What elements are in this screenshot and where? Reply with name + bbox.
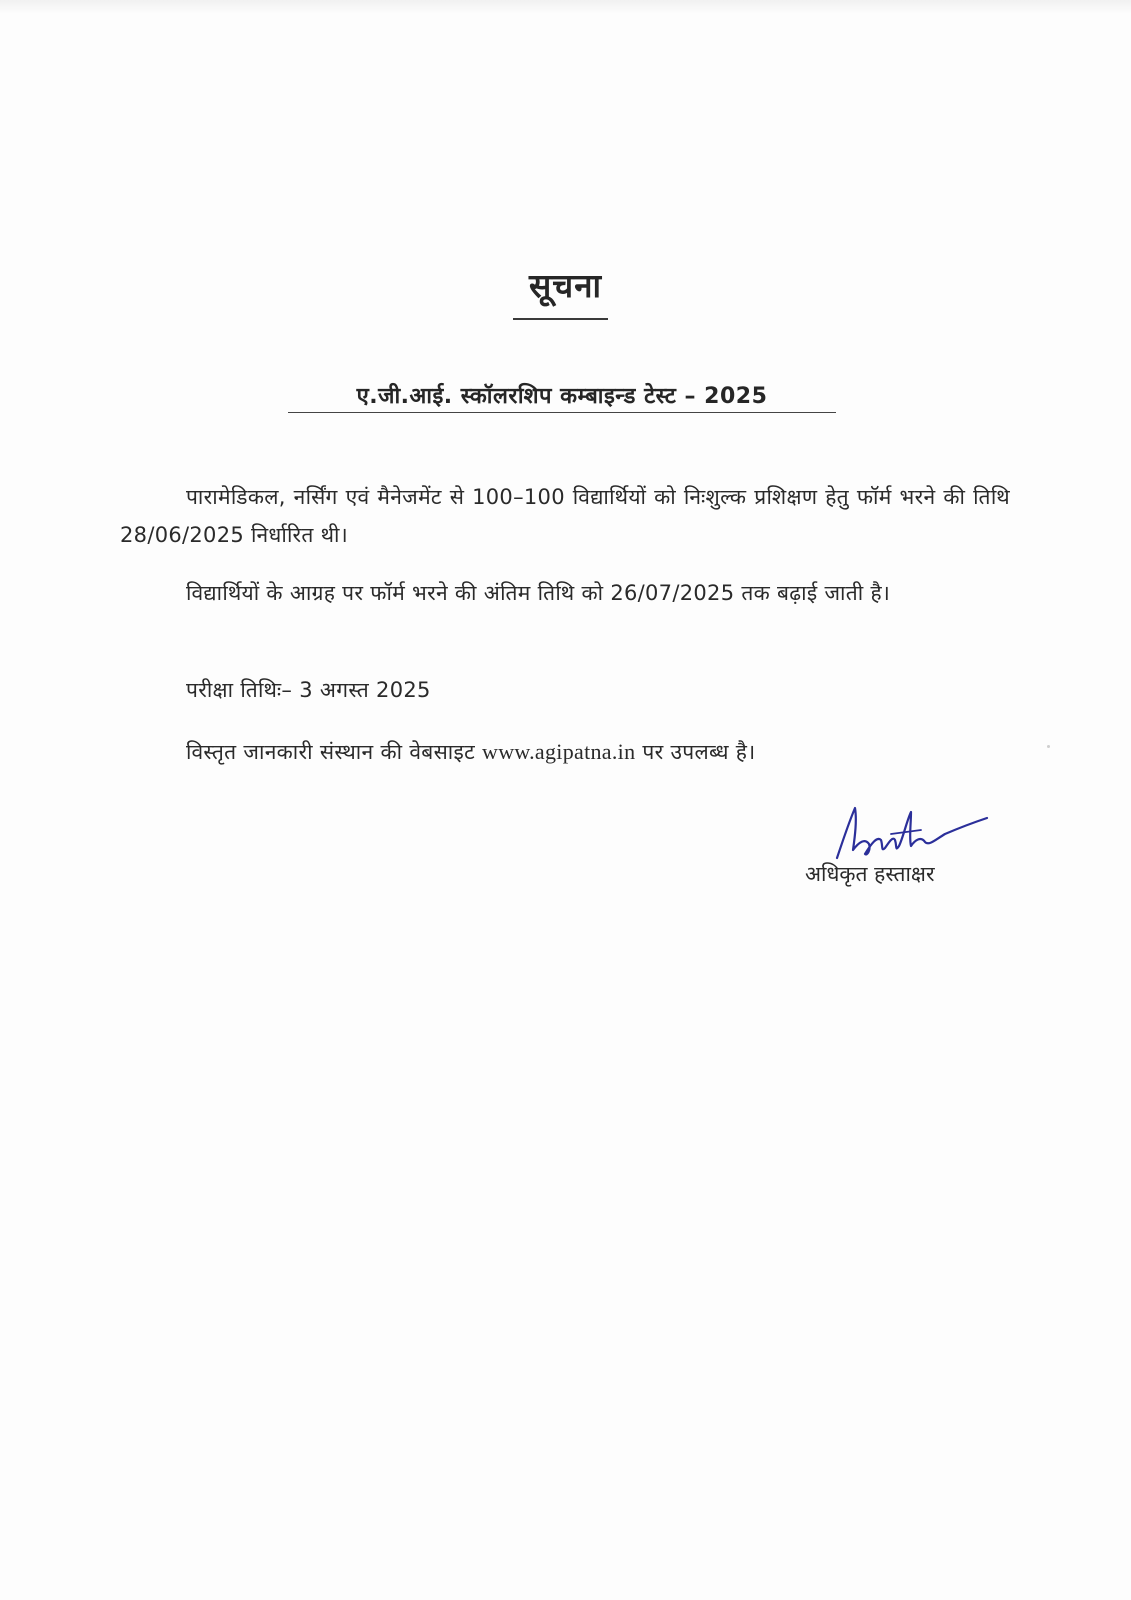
paragraph-form-date: पारामेडिकल, नर्सिंग एवं मैनेजमेंट से 100–100 विद्यार्थियों को निःशुल्क प्रशिक्षण हेतु फॉर्म भरने की तिथि 28/06/2025 निर्धारित थी। bbox=[120, 485, 1010, 547]
info-suffix: पर उपलब्ध है। bbox=[635, 740, 756, 764]
subtitle-underline bbox=[288, 412, 836, 413]
signature-label: अधिकृत हस्ताक्षर bbox=[805, 862, 935, 886]
info-prefix: विस्तृत जानकारी संस्थान की वेबसाइट bbox=[186, 740, 482, 764]
notice-subtitle: ए.जी.आई. स्कॉलरशिप कम्बाइन्ड टेस्ट – 2025 bbox=[356, 384, 768, 409]
website-link[interactable]: www.agipatna.in bbox=[482, 739, 636, 764]
exam-date: परीक्षा तिथिः– 3 अगस्त 2025 bbox=[186, 678, 431, 702]
scan-edge-shadow bbox=[0, 0, 1131, 14]
paragraph-extension: विद्यार्थियों के आग्रह पर फॉर्म भरने की अंतिम तिथि को 26/07/2025 तक बढ़ाई जाती है। bbox=[186, 581, 891, 605]
info-line bbox=[186, 738, 756, 766]
scan-speck bbox=[1047, 745, 1050, 748]
title-underline bbox=[513, 318, 608, 320]
notice-title: सूचना bbox=[528, 266, 603, 305]
signature-block bbox=[805, 800, 1005, 900]
